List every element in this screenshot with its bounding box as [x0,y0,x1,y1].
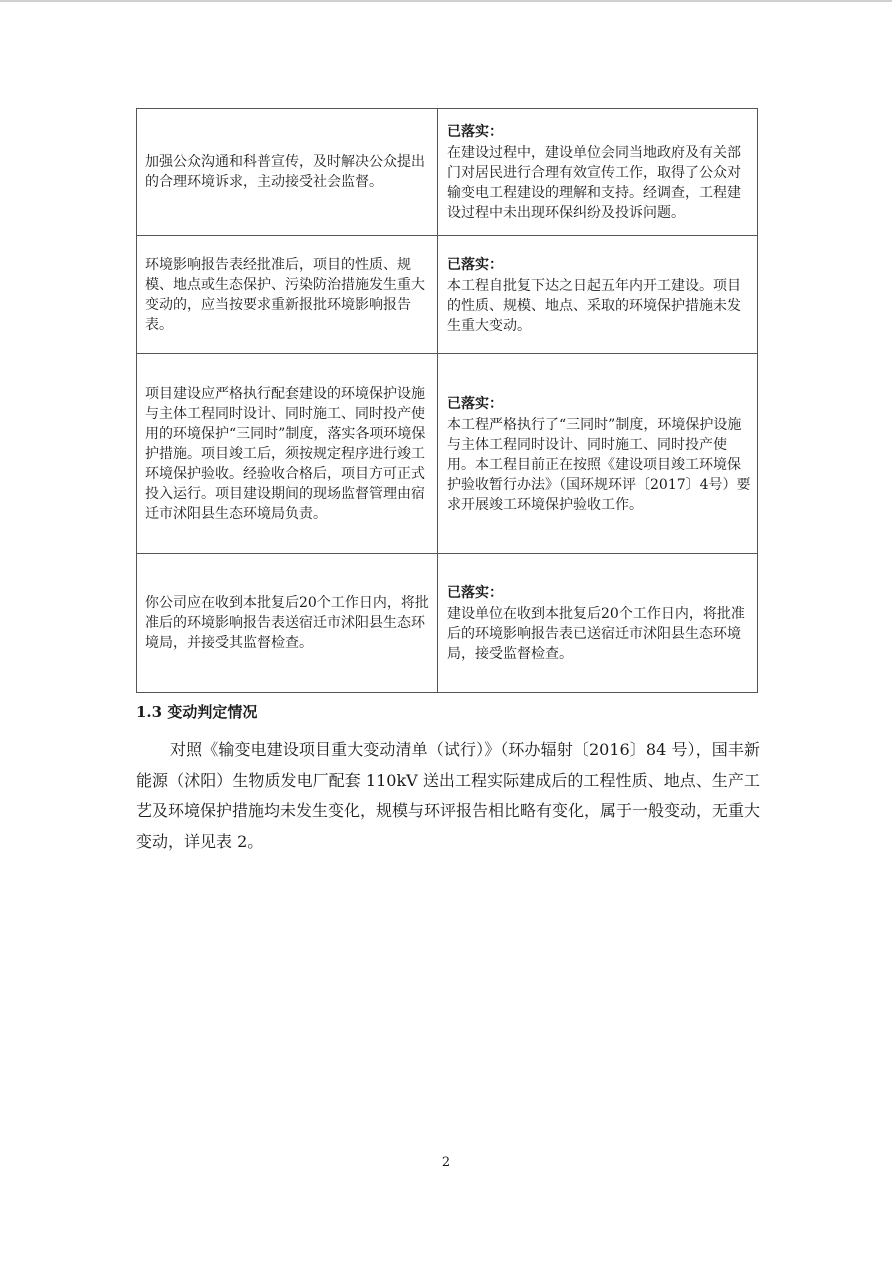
requirement-cell [137,354,438,554]
section-paragraph: 对照《输变电建设项目重大变动清单（试行）》（环办辐射〔2016〕84 号），国丰新能源（沭阳）生物质发电厂配套 110kV 送出工程实际建成后的工程性质、地点、生产工艺及环境保护措施均未发生变化，规模与环评报告相比略有变化，属于一般变动，无重大变动，详见表 2。 [136,740,761,851]
requirement-text: 加强公众沟通和科普宣传，及时解决公众提出的合理环境诉求，主动接受社会监督。 [145,154,425,190]
requirement-cell [137,554,438,693]
implementation-cell [438,236,758,354]
status-label: 已落实： [447,395,503,412]
implementation-text: 建设单位在收到本批复后20个工作日内，将批准后的环境影响报告表已送宿迁市沭阳县生态环境局，接受监督检查。 [447,606,745,662]
table-row [137,236,758,354]
implementation-text: 本工程严格执行了“三同时”制度，环境保护设施与主体工程同时设计、同时施工、同时投产使用。本工程目前正在按照《建设项目竣工环境保护验收暂行办法》（国环规环评〔2017〕4号）要求开展竣工环境保护验收工作。 [447,416,751,513]
table-row [137,109,758,236]
requirement-cell [137,109,438,236]
implementation-text: 在建设过程中，建设单位会同当地政府及有关部门对居民进行合理有效宣传工作，取得了公众对输变电工程建设的理解和支持。经调查，工程建设过程中未出现环保纠纷及投诉问题。 [447,145,741,221]
requirement-text: 你公司应在收到本批复后20个工作日内，将批准后的环境影响报告表送宿迁市沭阳县生态环境局，并接受其监督检查。 [145,595,429,651]
table-row [137,354,758,554]
requirement-cell [137,236,438,354]
status-label: 已落实： [447,585,503,601]
implementation-cell [438,109,758,236]
approval-implementation-table [136,108,758,693]
implementation-cell [438,354,758,554]
requirement-text: 项目建设应严格执行配套建设的环境保护设施与主体工程同时设计、同时施工、同时投产使用的环境保护“三同时”制度，落实各项环境保护措施。项目竣工后，须按规定程序进行竣工环境保护验收。经验收合格后，项目方可正式投入运行。项目建设期间的现场监督管理由宿迁市沭阳县生态环境局负责。 [145,385,426,522]
requirement-text: 环境影响报告表经批准后，项目的性质、规模、地点或生态保护、污染防治措施发生重大变动的，应当按要求重新报批环境影响报告表。 [145,256,425,333]
implementation-cell [438,554,758,693]
status-label: 已落实： [447,256,503,273]
implementation-text: 本工程自批复下达之日起五年内开工建设。项目的性质、规模、地点、采取的环境保护措施未发生重大变动。 [447,277,741,334]
section-heading: 1.3 变动判定情况 [136,703,258,721]
status-label: 已落实： [447,124,503,140]
table-row [137,554,758,693]
page-number: 2 [441,1155,451,1170]
page-top-rule [0,0,892,2]
